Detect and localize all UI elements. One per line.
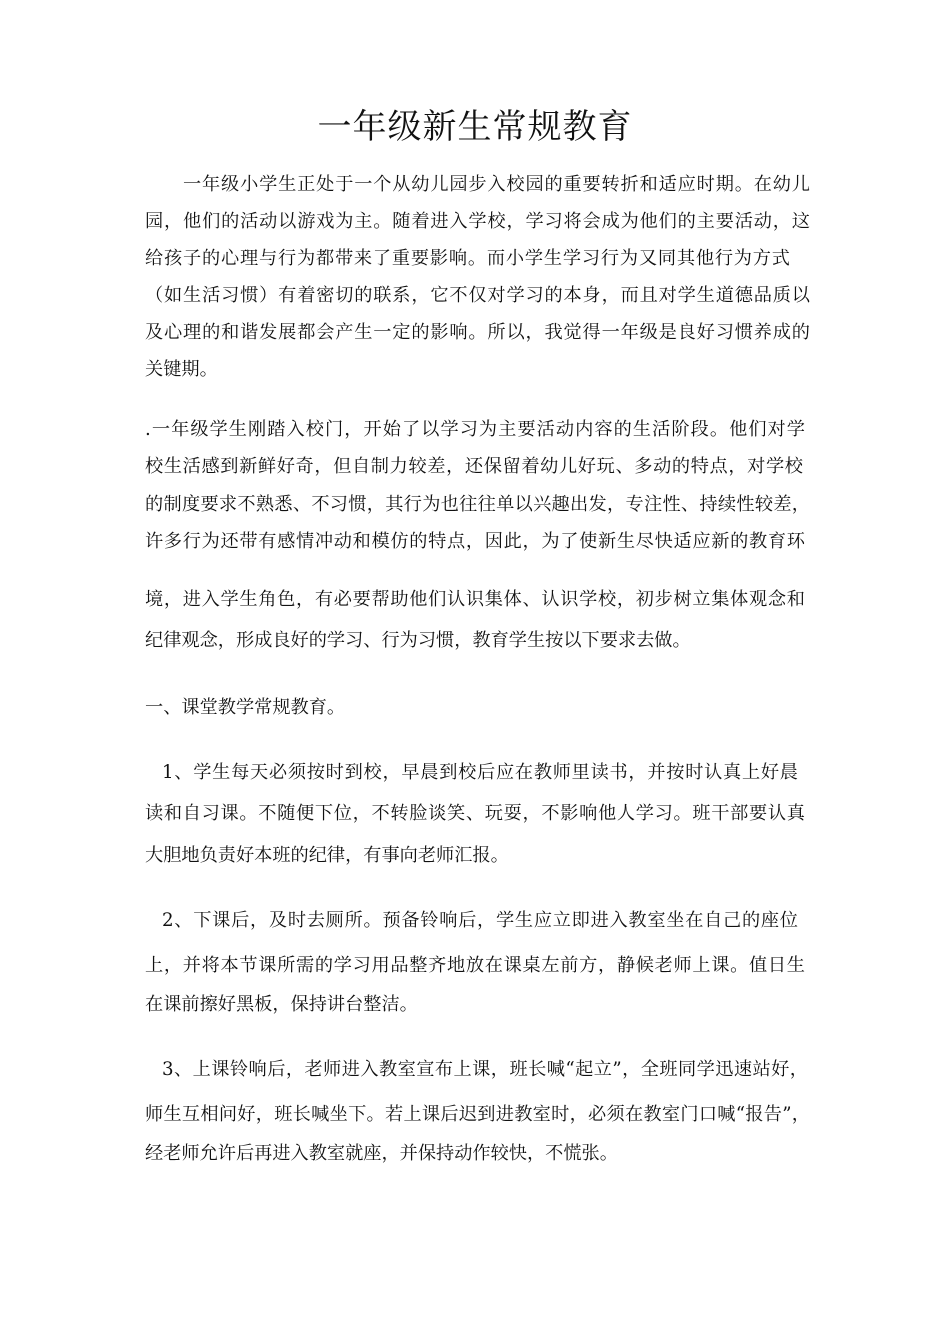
text-line: 给孩子的心理与行为都带来了重要影响。而小学生学习行为又同其他行为方式 [145, 248, 790, 269]
text-line: 3、上课铃响后，老师进入教室宣布上课，班长喊“起立”，全班同学迅速站好， [162, 1059, 808, 1080]
text-line: 关键期。 [145, 359, 218, 380]
text-line: .一年级学生刚踏入校门，开始了以学习为主要活动内容的生活阶段。他们对学 [145, 419, 805, 440]
text-line: 校生活感到新鲜好奇，但自制力较差，还保留着幼儿好玩、多动的特点，对学校 [145, 456, 803, 477]
text-line: 经老师允许后再进入教室就座，并保持动作较快，不慌张。 [145, 1143, 618, 1164]
text-line: 读和自习课。不随便下位，不转脸谈笑、玩耍，不影响他人学习。班干部要认真 [145, 803, 805, 824]
text-line: 境，进入学生角色，有必要帮助他们认识集体、认识学校，初步树立集体观念和 [145, 589, 805, 610]
text-line: 纪律观念，形成良好的学习、行为习惯，教育学生按以下要求去做。 [145, 630, 691, 651]
text-line: 师生互相问好，班长喊坐下。若上课后迟到进教室时，必须在教室门口喊“报告”， [145, 1104, 810, 1125]
text-line: 园，他们的活动以游戏为主。随着进入学校，学习将会成为他们的主要活动，这 [145, 211, 810, 232]
text-line: 大胆地负责好本班的纪律，有事向老师汇报。 [145, 845, 509, 866]
document-title: 一年级新生常规教育 [317, 107, 633, 147]
text-line: 在课前擦好黑板，保持讲台整洁。 [145, 994, 418, 1015]
text-line: 及心理的和谐发展都会产生一定的影响。所以，我觉得一年级是良好习惯养成的 [145, 322, 810, 343]
text-line: 1、学生每天必须按时到校，早晨到校后应在教师里读书，并按时认真上好晨 [162, 762, 798, 783]
text-line: 的制度要求不熟悉、不习惯，其行为也往往单以兴趣出发，专注性、持续性较差， [145, 494, 810, 515]
text-line: 2、下课后，及时去厕所。预备铃响后，学生应立即进入教室坐在自己的座位 [162, 910, 798, 931]
section-heading: 一、课堂教学常规教育。 [145, 697, 346, 718]
text-line: 一年级小学生正处于一个从幼儿园步入校园的重要转折和适应时期。在幼儿 [183, 174, 810, 195]
text-line: 上，并将本节课所需的学习用品整齐地放在课桌左前方，静候老师上课。值日生 [145, 955, 805, 976]
text-line: 许多行为还带有感情冲动和模仿的特点，因此，为了使新生尽快适应新的教育环 [145, 531, 805, 552]
text-line: （如生活习惯）有着密切的联系，它不仅对学习的本身，而且对学生道德品质以 [145, 285, 810, 306]
